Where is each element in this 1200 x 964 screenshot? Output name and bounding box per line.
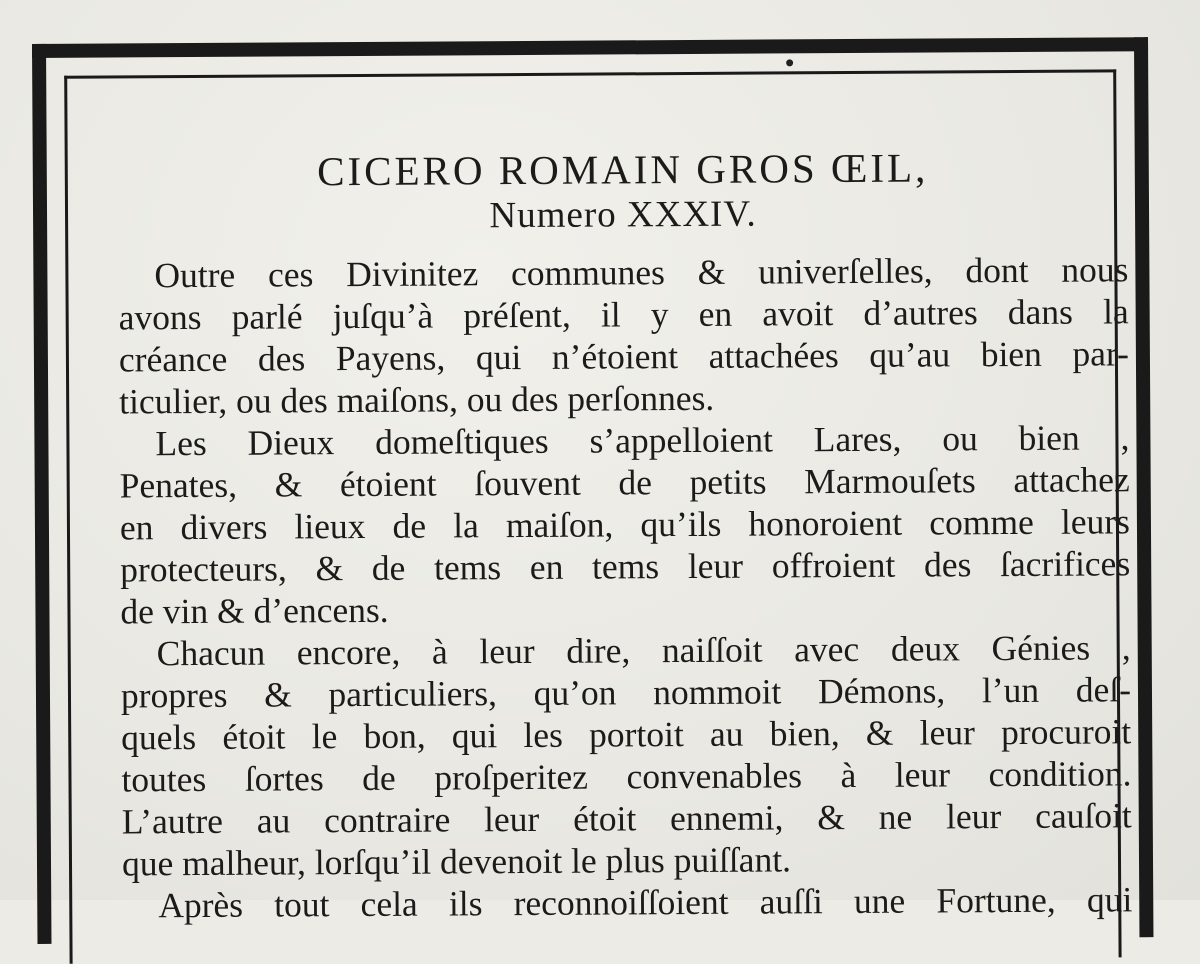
text-line: ticulier, ou des maiſons, ou des perſonnes. <box>119 377 715 422</box>
text-line: Penates, & étoient ſouvent de petits Marmouſets attachez <box>119 459 1130 506</box>
text-line: Chacun encore, à leur dire, naiſſoit avec deux Génies , <box>156 627 1131 674</box>
text-line: Après tout cela ils reconnoiſſoient auſſi une Fortune, qui <box>158 879 1133 926</box>
paragraph-4 <box>122 878 1132 926</box>
text-line: en divers lieux de la maiſon, qu’ils honoroient comme leurs <box>119 501 1131 548</box>
pin-mark <box>786 59 793 66</box>
text-block <box>118 142 1133 926</box>
text-line: L’autre au contraire leur étoit ennemi, & ne leur cauſoit <box>121 795 1132 842</box>
text-line: quels étoit le bon, qui les portoit au bien, & leur procuroit <box>121 711 1132 758</box>
paragraph-3 <box>121 626 1133 884</box>
text-line: protecteurs, & de tems en tems leur offroient des ſacrifices <box>120 543 1131 590</box>
text-line: avons parlé juſqu’à préſent, il y en avoit d’autres dans la <box>118 291 1129 338</box>
page-subtitle: Numero XXXIV. <box>489 193 757 237</box>
text-line: Outre ces Divinitez communes & univerſelles, dont nous <box>154 249 1129 296</box>
paragraph-1 <box>118 248 1129 422</box>
text-line: toutes ſortes de proſperitez convenables à leur condition. <box>121 753 1132 800</box>
text-line: propres & particuliers, qu’on nommoit Démons, l’un deſ- <box>120 669 1132 716</box>
page-border-outer <box>32 37 1153 944</box>
text-line: que malheur, lorſqu’il devenoit le plus puiſſant. <box>121 839 792 884</box>
text-line: créance des Payens, qui n’étoient attachées qu’au bien par- <box>118 333 1130 380</box>
text-line: Les Dieux domeſtiques s’appelloient Lares, ou bien , <box>155 417 1130 464</box>
page-title: CICERO ROMAIN GROS ŒIL, <box>317 144 929 195</box>
paragraph-2 <box>119 416 1130 632</box>
page-border-inner <box>64 69 1133 963</box>
text-line: de vin & d’encens. <box>120 589 389 632</box>
